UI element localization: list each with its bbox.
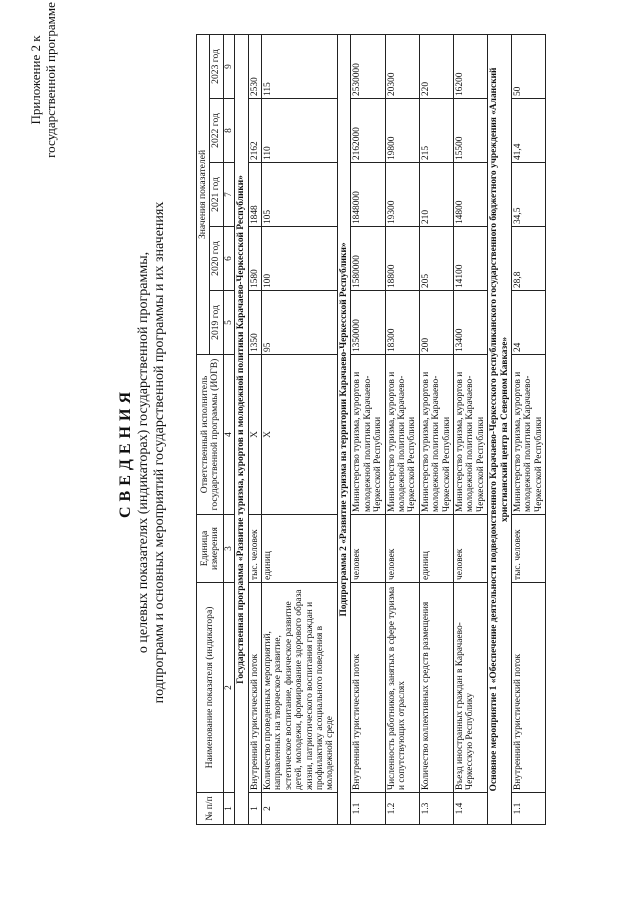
column-number: 8 (223, 99, 234, 163)
value-cell: 28,8 (511, 227, 545, 291)
unit-cell: единиц (419, 515, 453, 583)
row-number-cell: 1.1 (511, 793, 545, 825)
section-row-main-activity-1 (488, 34, 512, 824)
indicator-name-cell: Численность работников, занятых в сфере туризма и сопутствующих отраслях (385, 583, 419, 793)
value-cell: 14800 (453, 163, 487, 227)
section-title: Государственная программа «Развитие туризма, курортов и молодежной политики Карачаево-Черкесской Республики» (235, 34, 248, 824)
value-cell: 19800 (385, 99, 419, 163)
section-title: Основное мероприятие 1 «Обеспечение деятельности подведомственного Карачаево-Черкесского республиканского государственного бюджетного учреждения «Аланский христианский центр на Северном Кавказе» (488, 34, 512, 824)
value-cell: 16200 (453, 34, 487, 98)
value-cell: 24 (511, 291, 545, 355)
appendix-line-2: государственной программе (43, 2, 58, 158)
value-cell: 2530 (248, 34, 261, 98)
col-num-header: № п/п (197, 793, 224, 825)
row-number-cell: 2 (262, 793, 338, 825)
table-row (262, 34, 338, 824)
executor-cell: Х (248, 355, 261, 515)
year-header: 2019 год (210, 291, 223, 355)
value-cell: 100 (262, 227, 338, 291)
value-cell: 2530000 (351, 34, 385, 98)
executor-cell: Министерство туризма, курортов и молодежной политики Карачаево-Черкесской Республики (351, 355, 385, 515)
executor-cell: Министерство туризма, курортов и молодежной политики Карачаево-Черкесской Республики (385, 355, 419, 515)
title-line-2: подпрограмм и основных мероприятий государственной программы и их значениях (152, 201, 167, 704)
value-cell: 1580000 (351, 227, 385, 291)
section-title: Подпрограмма 2 «Развитие туризма на территории Карачаево-Черкесской Республики» (337, 34, 350, 824)
column-number: 6 (223, 227, 234, 291)
value-cell: 1848 (248, 163, 261, 227)
appendix-line-1: Приложение 2 к (28, 35, 43, 125)
year-header: 2022 год (210, 99, 223, 163)
main-activity-1-rows (511, 34, 545, 824)
indicators-table (196, 34, 546, 825)
section-row-subprogram-2 (337, 34, 350, 824)
value-cell: 19300 (385, 163, 419, 227)
executor-cell: Министерство туризма, курортов и молодежной политики Карачаево-Черкесской Республики (453, 355, 487, 515)
value-cell: 105 (262, 163, 338, 227)
value-cell: 20300 (385, 34, 419, 98)
value-cell: 1350 (248, 291, 261, 355)
value-cell: 110 (262, 99, 338, 163)
title-heading: СВЕДЕНИЯ (117, 386, 134, 519)
year-header: 2023 год (210, 34, 223, 98)
column-number: 9 (223, 34, 234, 98)
value-cell: 1350000 (351, 291, 385, 355)
subprogram-2-rows (351, 34, 488, 824)
row-number-cell: 1.4 (453, 793, 487, 825)
header-row (197, 34, 210, 824)
executor-cell: Х (262, 355, 338, 515)
value-cell: 2162 (248, 99, 261, 163)
column-number: 5 (223, 291, 234, 355)
value-cell: 200 (419, 291, 453, 355)
document-title (116, 0, 168, 905)
column-number: 2 (223, 583, 234, 793)
value-cell: 1580 (248, 227, 261, 291)
value-cell: 15500 (453, 99, 487, 163)
indicator-name-cell: Количество проведенных мероприятий, направленных на творческое развитие, эстетическое воспитание, физическое развитие детей, молодежи, формирование здорового образа жизни, патриотического воспитания граждан и профилактику асоциального поведения в молодежной среде (262, 583, 338, 793)
executor-cell: Министерство туризма, курортов и молодежной политики Карачаево-Черкесской Республики (419, 355, 453, 515)
value-cell: 18800 (385, 227, 419, 291)
value-cell: 215 (419, 99, 453, 163)
indicator-name-cell: Внутренний туристический поток (248, 583, 261, 793)
program-rows (248, 34, 337, 824)
indicator-name-cell: Количество коллективных средств размещения (419, 583, 453, 793)
value-cell: 220 (419, 34, 453, 98)
col-name-header: Наименование показателя (индикатора) (197, 583, 224, 793)
col-executor-header: Ответственный исполнитель государственной программы (ИОГВ) (197, 355, 224, 515)
unit-cell: человек (453, 515, 487, 583)
unit-cell: человек (385, 515, 419, 583)
value-cell: 18300 (385, 291, 419, 355)
unit-cell: единиц (262, 515, 338, 583)
column-number: 1 (223, 793, 234, 825)
section-row-program (235, 34, 248, 824)
col-unit-header: Единица измерения (197, 515, 224, 583)
column-number: 4 (223, 355, 234, 515)
value-cell: 95 (262, 291, 338, 355)
year-header: 2021 год (210, 163, 223, 227)
executor-cell: Министерство туризма, курортов и молодежной политики Карачаево-Черкесской Республики (511, 355, 545, 515)
value-cell: 41,4 (511, 99, 545, 163)
indicator-name-cell: Внутренний туристический поток (351, 583, 385, 793)
value-cell: 14100 (453, 227, 487, 291)
value-cell: 115 (262, 34, 338, 98)
table-row (453, 34, 487, 824)
table-row (419, 34, 453, 824)
value-cell: 34,5 (511, 163, 545, 227)
unit-cell: тыс. человек (248, 515, 261, 583)
table-row (511, 34, 545, 824)
column-number: 7 (223, 163, 234, 227)
value-cell: 13400 (453, 291, 487, 355)
table-row (385, 34, 419, 824)
title-line-1: о целевых показателях (индикаторах) государственной программы, (136, 251, 151, 654)
value-cell: 210 (419, 163, 453, 227)
row-number-cell: 1.2 (385, 793, 419, 825)
value-cell: 205 (419, 227, 453, 291)
column-numbers-row (223, 34, 234, 824)
row-number-cell: 1.3 (419, 793, 453, 825)
column-number: 3 (223, 515, 234, 583)
table-row (351, 34, 385, 824)
unit-cell: человек (351, 515, 385, 583)
table-row (248, 34, 261, 824)
indicator-name-cell: Внутренний туристический поток (511, 583, 545, 793)
row-number-cell: 1.1 (351, 793, 385, 825)
year-header: 2020 год (210, 227, 223, 291)
unit-cell: тыс. человек (511, 515, 545, 583)
row-number-cell: 1 (248, 793, 261, 825)
value-cell: 50 (511, 34, 545, 98)
appendix-note (28, 0, 58, 160)
value-cell: 2162000 (351, 99, 385, 163)
value-cell: 1848000 (351, 163, 385, 227)
indicator-name-cell: Въезд иностранных граждан в Карачаево-Черкесскую Республику (453, 583, 487, 793)
values-header: Значения показателей (197, 34, 210, 354)
